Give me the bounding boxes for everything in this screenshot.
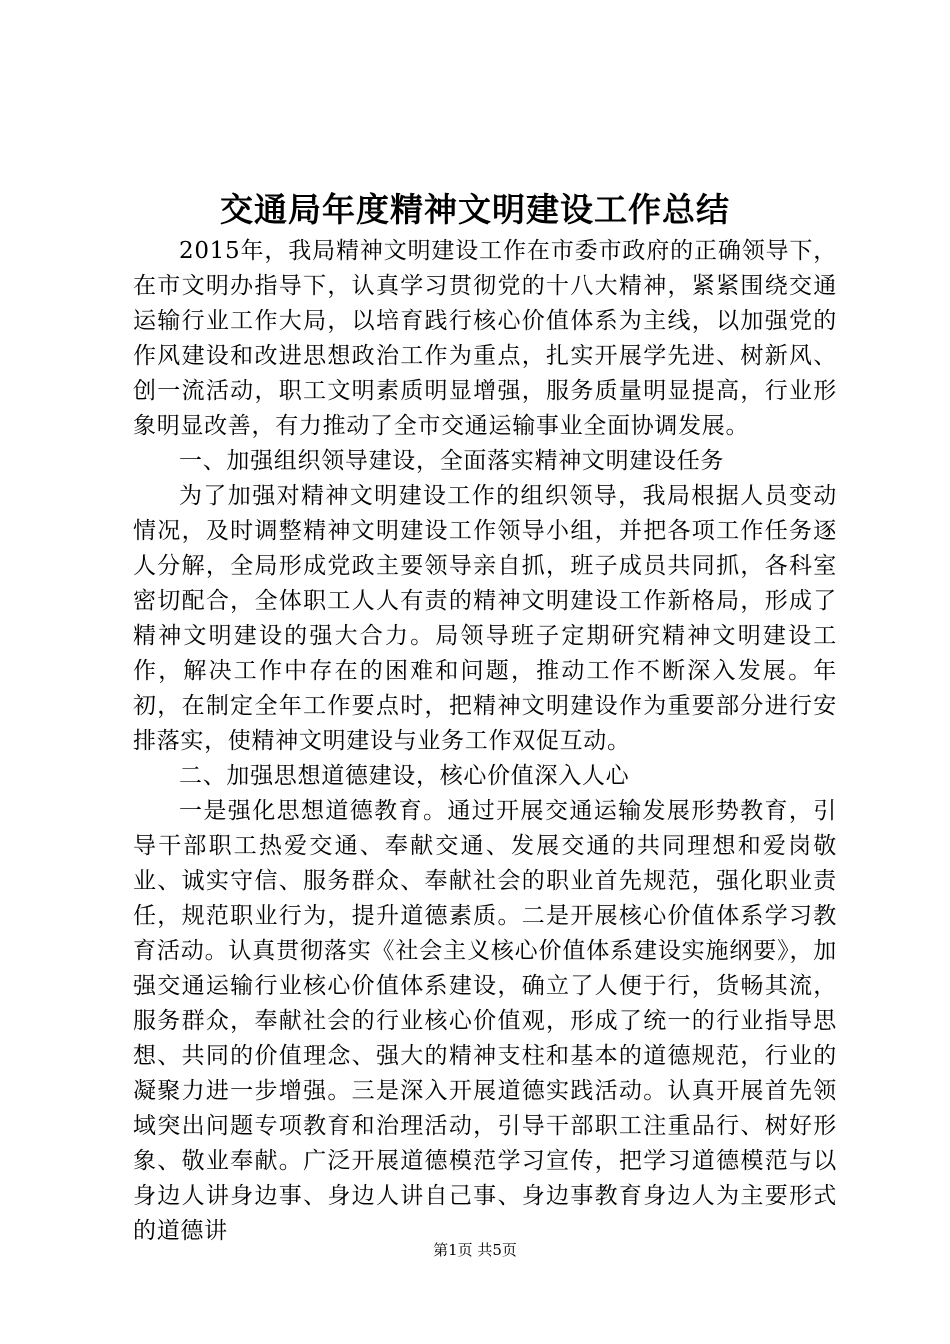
- document-title: 交通局年度精神文明建设工作总结: [220, 190, 730, 229]
- page-footer: 第1页 共5页: [433, 1241, 517, 1259]
- paragraph-section-2: 一是强化思想道德教育。通过开展交通运输发展形势教育，引导干部职工热爱交通、奉献交通、发展交通的共同理想和爱岗敬业、诚实守信、服务群众、奉献社会的职业首先规范，强化职业责任，规范职业行为，提升道德素质。二是开展核心价值体系学习教育活动。认真贯彻落实《社会主义核心价值体系建设实施纲要》，加强交通运输行业核心价值体系建设，确立了人便于行，货畅其流，服务群众，奉献社会的行业核心价值观，形成了统一的行业指导思想、共同的价值理念、强大的精神支柱和基本的道德规范，行业的凝聚力进一步增强。三是深入开展道德实践活动。认真开展首先领域突出问题专项教育和治理活动，引导干部职工注重品行、树好形象、敬业奉献。广泛开展道德模范学习宣传，把学习道德模范与以身边人讲身边事、身边人讲自己事、身边事教育身边人为主要形式的道德讲: [133, 798, 837, 1244]
- paragraph-section-1: 为了加强对精神文明建设工作的组织领导，我局根据人员变动情况，及时调整精神文明建设工作领导小组，并把各项工作任务逐人分解，全局形成党政主要领导亲自抓，班子成员共同抓，各科室密切配合，全体职工人人有责的精神文明建设工作新格局，形成了精神文明建设的强大合力。局领导班子定期研究精神文明建设工作，解决工作中存在的困难和问题，推动工作不断深入发展。年初，在制定全年工作要点时，把精神文明建设作为重要部分进行安排落实，使精神文明建设与业务工作双促互动。: [133, 483, 837, 754]
- paragraph-intro: 2015年，我局精神文明建设工作在市委市政府的正确领导下，在市文明办指导下，认真学习贯彻党的十八大精神，紧紧围绕交通运输行业工作大局，以培育践行核心价值体系为主线，以加强党的作风建设和改进思想政治工作为重点，扎实开展学先进、树新风、创一流活动，职工文明素质明显增强，服务质量明显提高，行业形象明显改善，有力推动了全市交通运输事业全面协调发展。: [133, 238, 837, 439]
- section-heading-2: 二、加强思想道德建设，核心价值深入人心: [179, 763, 630, 789]
- document-body: [133, 234, 837, 1249]
- section-heading-1: 一、加强组织领导建设，全面落实精神文明建设任务: [179, 448, 725, 474]
